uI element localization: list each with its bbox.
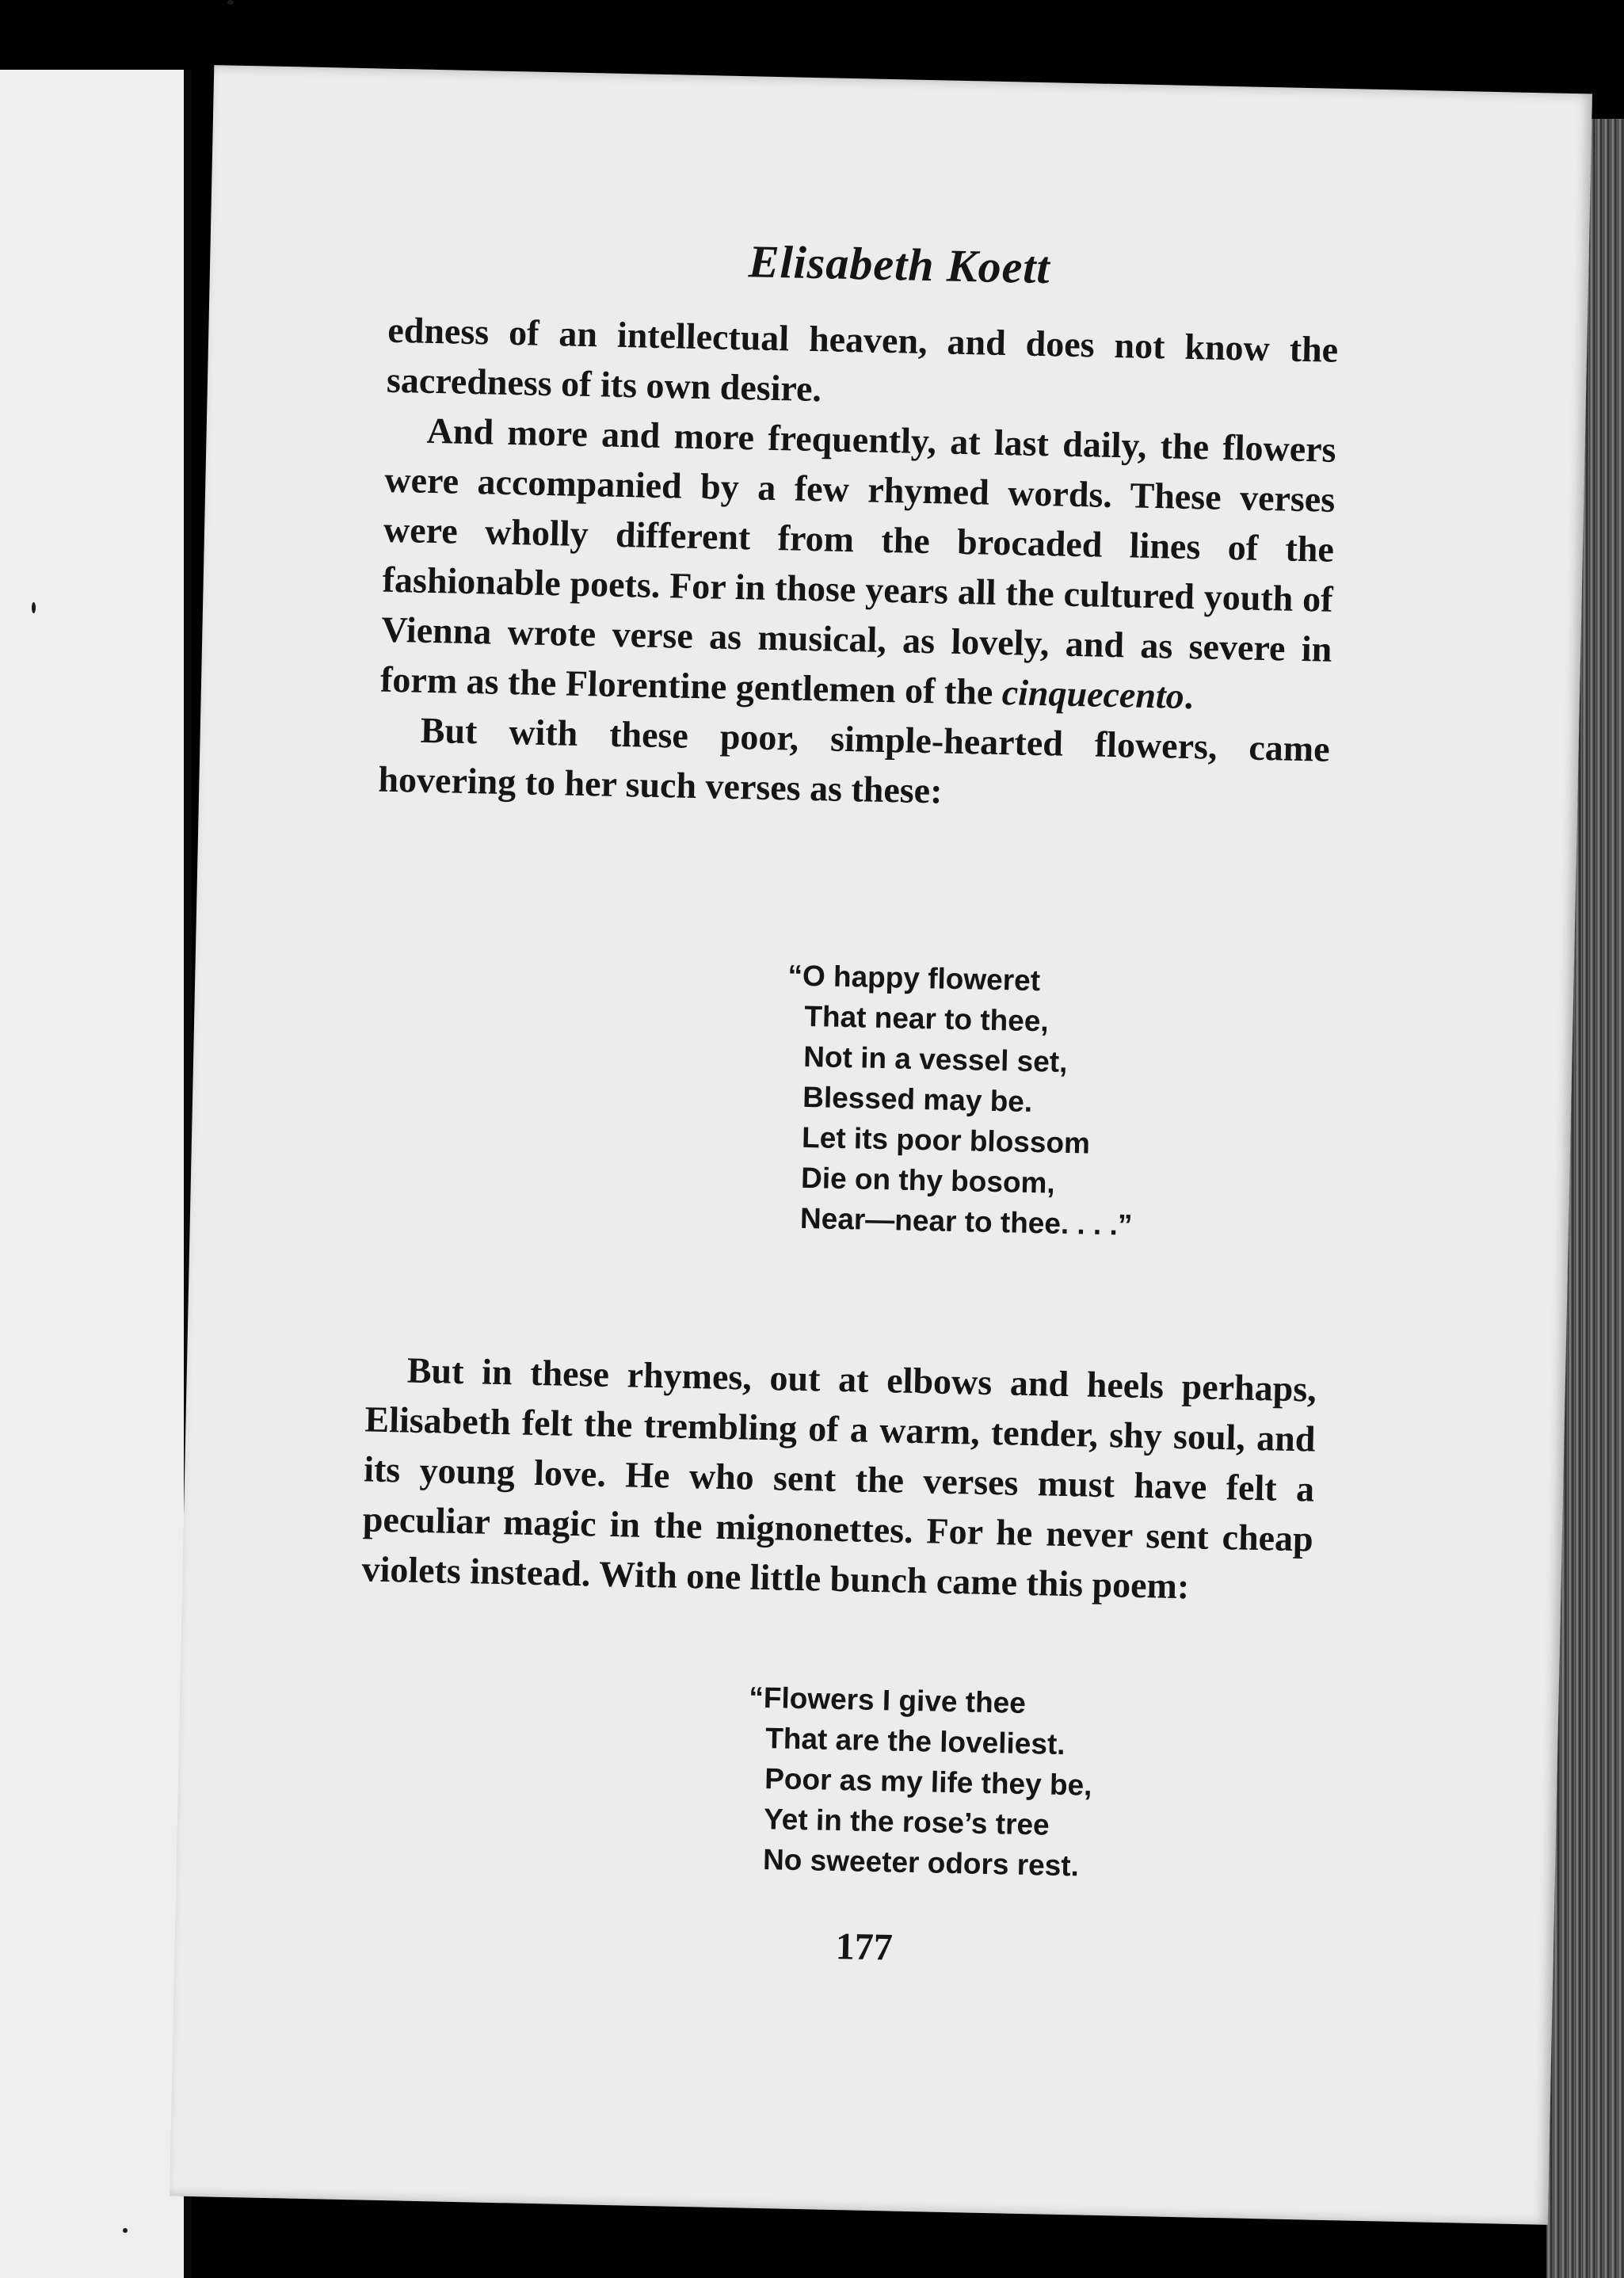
- left-facing-page: [0, 70, 184, 2278]
- paragraph-text: And more and more frequently, at last daily, the flowers were accompanied by a few rhymed words. These verses were wholly different from the brocaded lines of the fashionable poets. For in those years all the cultured youth of Vienna wrote verse as musical, as lovely, and as severe in form as the Florentine gentlemen of the: [379, 410, 1337, 713]
- poem-line: Blessed may be.: [802, 1080, 1033, 1118]
- poem-line: Die on thy bosom,: [800, 1161, 1056, 1200]
- poem-line: Near—near to thee. . . .”: [799, 1201, 1133, 1242]
- prose-block-middle: [361, 1344, 1317, 1613]
- prose-block-top: [378, 305, 1339, 824]
- italic-term: cinquecento: [1001, 672, 1185, 716]
- paragraph-text-end: .: [1184, 675, 1194, 717]
- poem-flowers: [748, 1677, 1095, 1887]
- scan-speck: [227, 0, 234, 5]
- scan-speck: [32, 602, 36, 613]
- poem-line: That are the loveliest.: [764, 1722, 1066, 1761]
- poem-line: That near to thee,: [803, 999, 1050, 1038]
- poem-line: Poor as my life they be,: [764, 1762, 1092, 1802]
- paragraph-rhymes: But in these rhymes, out at elbows and heels perhaps, Elisabeth felt the trembling of a warm, tender, shy soul, and its young love. He who sent the verses must have felt a peculiar magic in the mignonettes. For he never sent cheap violets instead. With one little bunch came this poem:: [361, 1349, 1317, 1607]
- poem-line: “Flowers I give thee: [748, 1681, 1027, 1719]
- paragraph-verses-intro: But with these poor, simple-hearted flowers, came hovering to her such verses as these:: [377, 709, 1331, 811]
- paragraph-continued: edness of an intellectual heaven, and does not know the sacredness of its own desire.: [386, 309, 1339, 410]
- scan-speck: [123, 2228, 128, 2233]
- poem-line: Let its poor blossom: [801, 1120, 1091, 1160]
- poem-line: Not in a vessel set,: [802, 1040, 1068, 1078]
- page-number: 177: [835, 1925, 894, 1969]
- paragraph-rhymed-words: [380, 405, 1337, 724]
- poem-floweret: [787, 956, 1138, 1246]
- poem-line: Yet in the rose’s tree: [763, 1803, 1050, 1841]
- book-page: [170, 65, 1592, 2225]
- running-head: Elisabeth Koett: [748, 235, 1051, 294]
- poem-line: No sweeter odors rest.: [762, 1843, 1080, 1883]
- poem-line: “O happy floweret: [787, 959, 1041, 998]
